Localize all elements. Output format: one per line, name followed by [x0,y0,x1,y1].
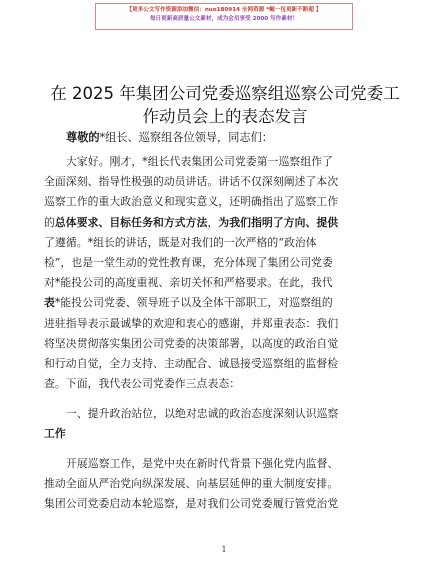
opening-paragraph [44,152,396,394]
section-heading-line: 一、提升政治站位，以绝对忠诚的政治态度深刻认识巡察 [66,407,339,420]
section-heading-line: 工作 [44,427,66,441]
promo-line-contact: 【更多公文写作资源添加微信：nuo180914 全网资源 *崛一包更新不断超 】 [126,7,322,13]
paragraph-line: 集团公司党委启动本轮巡察，是对我们公司党委履行管党治党 [44,497,339,511]
salutation-rest: *组长、巡察组各位领导，同志们： [99,131,273,144]
salutation-bold: 尊敬的 [66,131,100,144]
paragraph-line: 了遵循。*组长的讲话，既是对我们的一次严格的“政治体 [44,235,317,249]
paragraph-line: 推动全面从严治党向纵深发展、向基层延伸的重大制度安排。 [44,477,339,491]
plain-text: 的 [44,215,55,229]
title-line: 在 2025 年集团公司党委巡察组巡察公司党委工 [50,84,400,103]
salutation [66,131,273,145]
plain-text: *能投公司党委、领导班子以及全体干部职工，对巡察组的 [54,296,333,310]
paragraph-line: 巡察工作的重大政治意义和现实意义，还明确指出了巡察工作 [44,195,339,209]
paragraph-line: 检”，也是一堂生动的党性教育课，充分体现了集团公司党委 [44,256,333,270]
paragraph-line: 将坚决贯彻落实集团公司党委的决策部署，以高度的政治自觉 [44,336,339,350]
body-paragraph [44,454,396,515]
emphasis-text: 表 [44,296,55,310]
paragraph-line: 全面深刻、指导性极强的动员讲话。讲话不仅深刻阐述了本次 [44,175,339,189]
emphasis-text: 为我们指明了方向、提供 [218,215,339,229]
document-title [40,82,410,128]
paragraph-line: 开展巡察工作，是党中央在新时代背景下强化党内监督、 [66,457,339,470]
promo-line-membership: 每日更新高质量公文素材，成为会员享受 2000 写作素材！ [149,16,299,22]
paragraph-line: 对*能投公司的高度重视、亲切关怀和严格要求。在此，我代 [44,276,333,290]
title-line: 作动员会上的表态发言 [142,107,308,126]
plain-text: ， [207,215,219,229]
paragraph-line: 大家好。刚才，*组长代表集团公司党委第一巡察组作了 [66,155,334,168]
paragraph-line: 查。下面，我代表公司党委作三点表态： [44,377,241,391]
paragraph-line [44,213,396,233]
paragraph-line: 和行动自觉，全力支持、主动配合、诚恳接受巡察组的监督检 [44,357,339,371]
paragraph-line [44,293,396,313]
section-heading [44,404,396,444]
emphasis-text: 总体要求、目标任务和方式方法 [54,215,208,229]
promo-banner[interactable] [95,3,353,30]
paragraph-line: 进驻指导表示最诚挚的欢迎和衷心的感谢，并郑重表态：我们 [44,316,339,330]
page-number: 1 [221,545,227,554]
